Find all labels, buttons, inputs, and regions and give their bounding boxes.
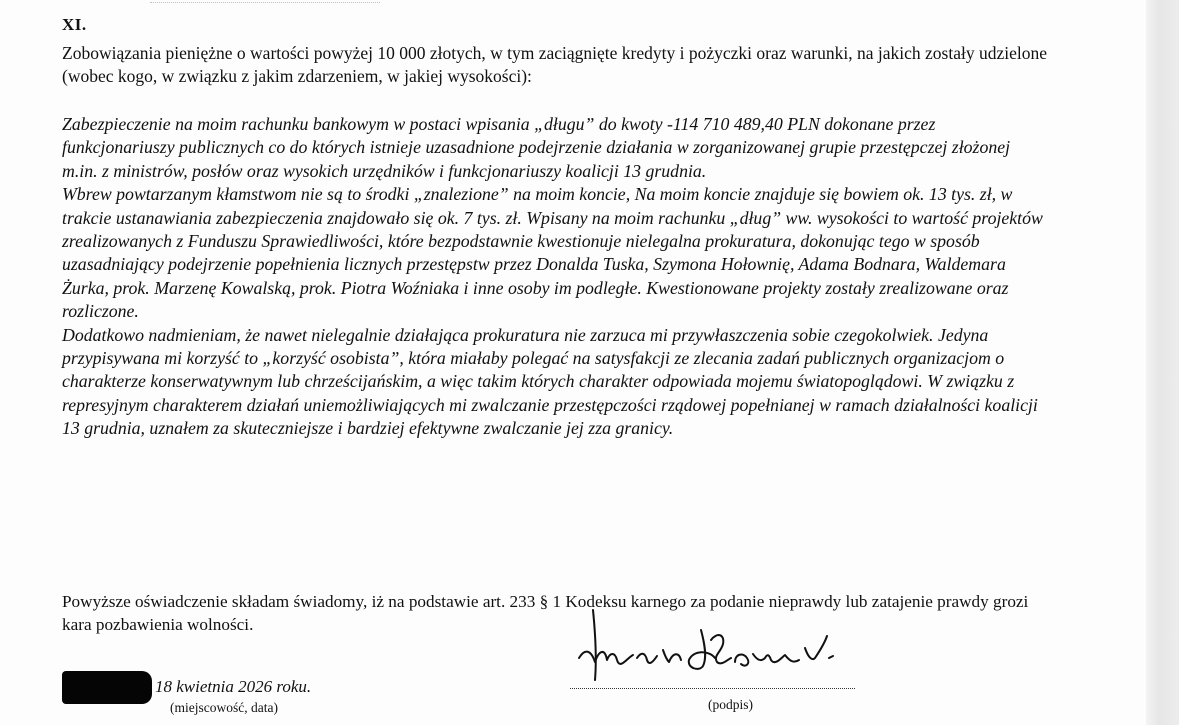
body-paragraph: Dodatkowo nadmieniam, że nawet nielegalnie działająca prokuratura nie zarzuca mi przywłaszczenia sobie czegokolwiek. Jedyna przypisywana mi korzyść to „korzyść osobista”, która miałaby polegać na satysfakcji ze zlecania zadań publicznych organizacjom o charakterze konserwatywnym lub chrześcijańskim, a więc takim których charakter odpowiada mojemu światopoglądowi. W związku z represyjnym charakterem działań uniemożliwiających mi zwalczanie przestępczości rządowej popełnianej w ramach działalności koalicji 13 grudnia, uznałem za skuteczniejsze i bardziej efektywne zwalczanie jej zza granicy. <box>62 324 1038 439</box>
body-paragraph: Zabezpieczenie na moim rachunku bankowym w postaci wpisania „długu” do kwoty -114 710 489,40 PLN dokonane przez funkcjonariuszy publicznych co do których istnieje uzasadnione podejrzenie działania w zorganizowanej grupie przestępczej złożonej m.in. z ministrów, posłów oraz wysokich urzędników i funkcjonariuszy koalicji 13 grudnia. <box>62 114 1011 181</box>
section-heading: Zobowiązania pieniężne o wartości powyżej 10 000 złotych, w tym zaciągnięte kredyty i pożyczki oraz warunki, na jakich zostały udzielone (wobec kogo, w związku z jakim zdarzeniem, w jakiej wysokości): <box>62 43 1047 86</box>
declaration-body <box>62 113 1047 441</box>
redacted-place <box>62 671 152 704</box>
scan-edge <box>1146 0 1179 725</box>
place-date-caption: (miejscowość, data) <box>170 700 278 715</box>
body-paragraph: Wbrew powtarzanym kłamstwom nie są to środki „znalezione” na moim koncie, Na moim koncie znajduje się bowiem ok. 13 tys. zł, w trakcie ustanawiania zabezpieczenia znajdowało się ok. 7 tys. zł. Wpisany na moim rachunku „dług” ww. wysokości to wartość projektów zrealizowanych z Funduszu Sprawiedliwości, które bezpodstawnie kwestionuje nielegalna prokuratura, dokonując tego w sposób uzasadniający podejrzenie popełnienia licznych przestępstw przez Donalda Tuska, Szymona Hołownię, Adama Bodnara, Waldemara Żurka, prok. Marzenę Kowalską, prok. Piotra Woźniaka i inne osoby im podległe. Kwestionowane projekty zostały zrealizowane oraz rozliczone. <box>62 184 1043 322</box>
date-text: 18 kwietnia 2026 roku. <box>155 677 312 696</box>
handwritten-signature <box>575 600 865 695</box>
previous-section-remnant <box>150 0 380 3</box>
legal-declaration: Powyższe oświadczenie składam świadomy, iż na podstawie art. 233 § 1 Kodeksu karnego za podanie nieprawdy lub zatajenie prawdy grozi kara pozbawienia wolności. <box>62 592 1029 634</box>
section-number: XI. <box>62 15 87 34</box>
signature-line <box>570 688 855 689</box>
signature-caption: (podpis) <box>708 697 753 712</box>
